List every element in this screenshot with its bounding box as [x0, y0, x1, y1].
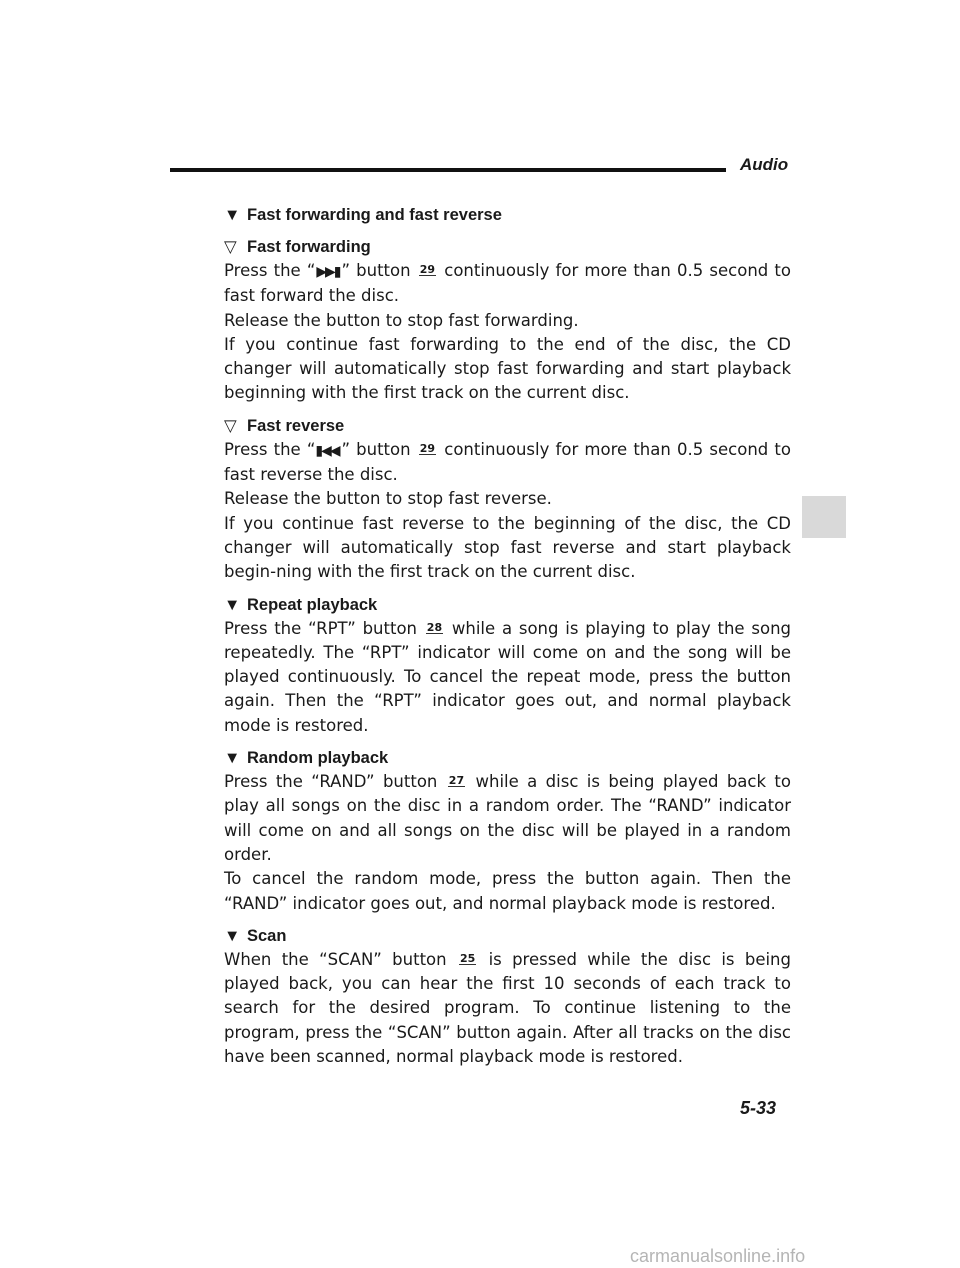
section-heading-scan: ▼ Scan	[224, 924, 791, 948]
paragraph: Press the “RAND” button 27 while a disc is being played back to play all songs on the disc in a random order. The “RAND” indicator will come on and all songs on the disc will be played in a random order.	[224, 772, 792, 864]
down-triangle-icon: ▼	[224, 206, 241, 224]
subheading-fast-reverse: ▽ Fast reverse	[224, 414, 791, 438]
button-number-badge: 25	[459, 951, 476, 965]
header-rule	[170, 168, 726, 172]
page-content	[224, 203, 791, 1069]
paragraph: If you continue fast reverse to the beginning of the disc, the CD changer will automatically stop fast reverse and start playback begin-ning with the first track on the current disc.	[224, 513, 791, 582]
paragraph: Press the “RPT” button 28 while a song is playing to play the song repeatedly. The “RPT” indicator will come on and the song will be played continuously. To cancel the repeat mode, press the button again. Then the “RPT” indicator goes out, and normal playback mode is restored.	[224, 618, 791, 735]
previous-track-icon: ▮◀◀	[315, 442, 339, 459]
down-triangle-icon: ▼	[224, 749, 241, 768]
paragraph: If you continue fast forwarding to the end of the disc, the CD changer will automatically stop fast forwarding and start playback beginning with the first track on the current disc.	[224, 334, 791, 403]
down-triangle-icon: ▼	[224, 595, 241, 614]
button-number-badge: 27	[448, 774, 465, 788]
down-triangle-outline-icon: ▽	[224, 238, 237, 256]
paragraph: Release the button to stop fast forwarding.	[224, 310, 579, 330]
paragraph: Release the button to stop fast reverse.	[224, 489, 552, 509]
button-number-badge: 28	[426, 620, 443, 634]
subheading-fast-forwarding: ▽ Fast forwarding	[224, 235, 791, 259]
button-number-badge: 29	[419, 263, 436, 276]
down-triangle-icon: ▼	[224, 926, 241, 945]
paragraph: To cancel the random mode, press the button again. Then the “RAND” indicator goes out, and normal playback mode is restored.	[224, 869, 791, 913]
down-triangle-outline-icon: ▽	[224, 416, 237, 435]
section-tab	[802, 496, 846, 538]
page-number: 5-33	[740, 1098, 777, 1118]
button-number-badge: 29	[419, 441, 436, 455]
section-heading-repeat: ▼ Repeat playback	[224, 593, 791, 617]
next-track-icon: ▶▶▮	[315, 264, 339, 280]
watermark: carmanualsonline.info	[630, 1246, 806, 1266]
section-heading-random: ▼ Random playback	[224, 746, 791, 770]
page-header-title: Audio	[740, 155, 789, 174]
paragraph: Press the “▮◀◀ ” button 29 continuously for more than 0.5 second to fast reverse the disc.	[224, 439, 791, 485]
paragraph: When the “SCAN” button 25 is pressed while the disc is being played back, you can hear the first 10 seconds of each track to search for the desired program. To continue listening to the program, press the “SCAN” button again. After all tracks on the disc have been scanned, normal playback mode is restored.	[224, 949, 791, 1067]
section-heading-fast: ▼ Fast forwarding and fast reverse	[224, 203, 791, 227]
paragraph: Press the “▶▶▮ ” button 29 continuously for more than 0.5 second to fast forward the disc.	[224, 261, 791, 306]
